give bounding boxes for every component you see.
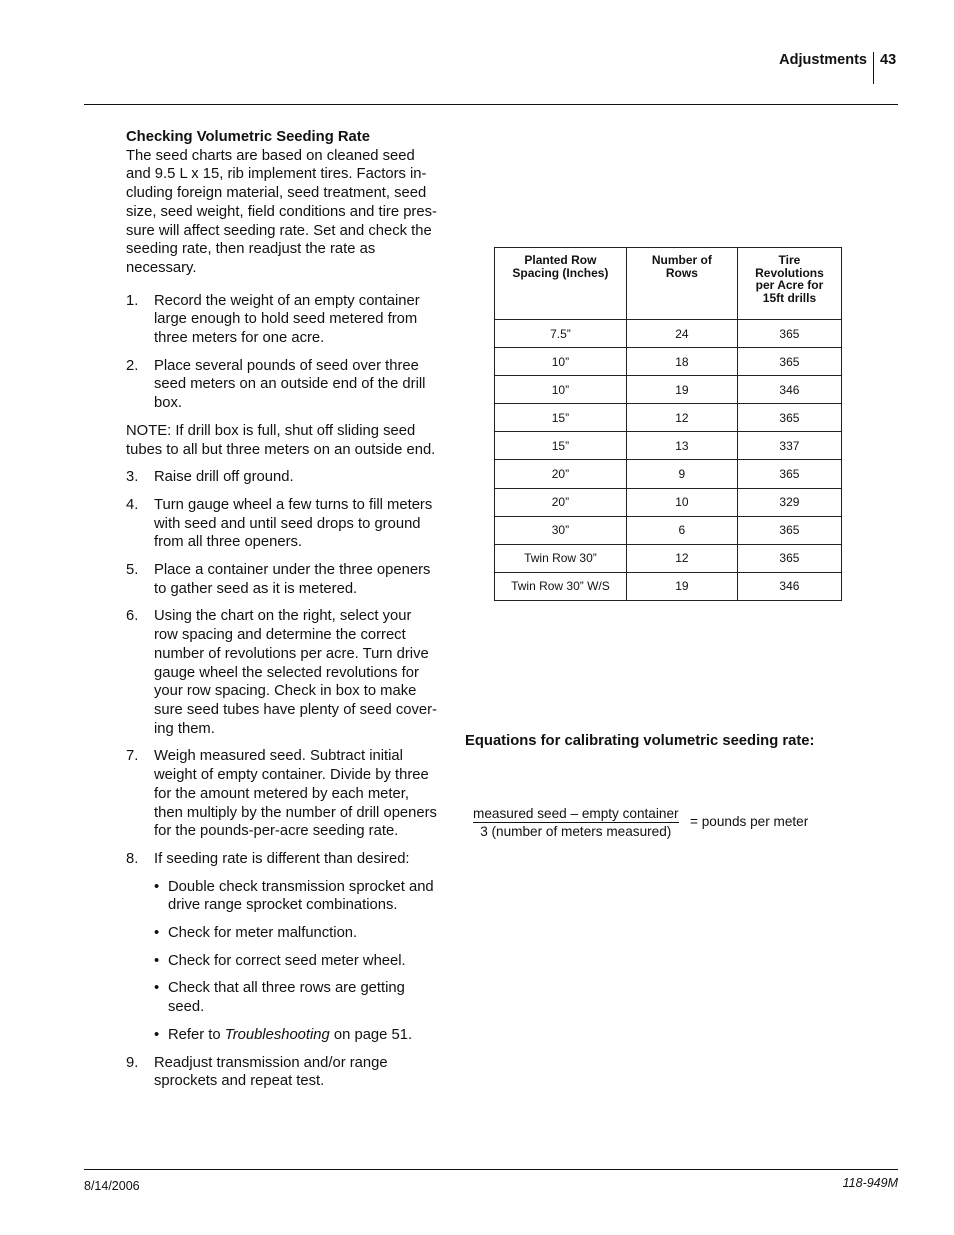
table-row (495, 460, 842, 488)
text-line: seed meters on an outside end of the drill (154, 376, 426, 393)
step-number: 1. (126, 292, 139, 309)
text-line: NOTE: If drill box is full, shut off sliding seed (126, 422, 416, 439)
text-line: ing them. (154, 720, 215, 737)
step-number: 8. (126, 850, 139, 867)
bullet-text (168, 953, 406, 969)
step-item (126, 496, 448, 552)
text-line: sure seed tubes have plenty of seed cover- (154, 701, 437, 718)
table-cell: 365 (737, 516, 841, 544)
text-line: Readjust transmission and/or range (154, 1054, 388, 1071)
column-header (495, 248, 627, 320)
table-cell: 365 (737, 404, 841, 432)
text-line: Check that all three rows are getting (168, 980, 405, 997)
step-item (126, 561, 448, 598)
text-line: row spacing and determine the correct (154, 627, 406, 644)
table-cell: 329 (737, 488, 841, 516)
table-cell: 19 (626, 376, 737, 404)
text-line: Weigh measured seed. Subtract initial (154, 748, 403, 765)
equation-denominator: 3 (number of meters measured) (480, 824, 672, 839)
text-line: size, seed weight, field conditions and tire pres- (126, 203, 437, 220)
table-cell: 10 (626, 488, 737, 516)
section-heading: Checking Volumetric Seeding Rate (126, 129, 370, 145)
text-line: three meters for one acre. (154, 330, 325, 347)
bullet-text (168, 925, 357, 941)
step-item (126, 1054, 448, 1091)
text-line: weight of empty container. Divide by three (154, 767, 429, 784)
step-number: 7. (126, 748, 139, 765)
bullet-dot: • (154, 925, 160, 942)
table-cell: 15” (495, 404, 627, 432)
table-cell: 15” (495, 432, 627, 460)
step-text (154, 469, 294, 485)
table-cell: 20” (495, 460, 627, 488)
table-body (495, 320, 842, 601)
text-line: and 9.5 L x 15, rib implement tires. Factors in- (126, 166, 427, 183)
text-line: from all three openers. (154, 534, 303, 551)
step-number: 5. (126, 562, 139, 579)
text-line: drive range sprocket combinations. (168, 897, 398, 914)
bullet-dot: • (154, 878, 160, 895)
step-number: 4. (126, 496, 139, 513)
text-line: cluding foreign material, seed treatment, seed (126, 185, 427, 202)
steps-list-a (126, 292, 448, 413)
text-line: Spacing (Inches) (512, 265, 609, 280)
troubleshooting-reference: Troubleshooting (224, 1026, 330, 1043)
text-line: The seed charts are based on cleaned seed (126, 147, 415, 164)
table-cell: 9 (626, 460, 737, 488)
text-line: sprockets and repeat test. (154, 1073, 325, 1090)
step-text (154, 1055, 388, 1090)
equation-numerator: measured seed – empty container (473, 806, 679, 821)
text-line: tubes to all but three meters on an outside end. (126, 441, 436, 458)
text-line: per Acre for (755, 278, 824, 292)
step-item (126, 468, 448, 487)
bullet-item (154, 1026, 448, 1045)
text-line: Planted Row (524, 253, 597, 267)
table-cell: 365 (737, 460, 841, 488)
revolutions-table (494, 247, 842, 601)
step-text (154, 851, 410, 867)
text-line: Check for correct seed meter wheel. (168, 952, 406, 969)
text-line: Check for meter malfunction. (168, 925, 358, 942)
bullet-dot: • (154, 1026, 160, 1043)
step-number: 6. (126, 608, 139, 625)
footer-rule (84, 1169, 898, 1170)
instructions-column (126, 128, 448, 1091)
text-line: for the pounds-per-acre seeding rate. (154, 823, 399, 840)
equation-fraction (473, 806, 679, 839)
equations-title: Equations for calibrating volumetric seeding rate: (465, 733, 815, 749)
bullet-item (154, 979, 448, 1016)
table-row (495, 572, 842, 600)
text-line: Raise drill off ground. (154, 469, 294, 486)
text-line: to gather seed as it is metered. (154, 580, 358, 597)
document-number: 118-949M (842, 1176, 898, 1190)
table-row (495, 432, 842, 460)
table-cell: Twin Row 30” (495, 544, 627, 572)
text-line: for the amount metered by each meter, (154, 785, 409, 802)
bullet-list (126, 878, 448, 1045)
text-line: necessary. (126, 259, 197, 276)
text-line: your row spacing. Check in box to make (154, 683, 417, 700)
table-row (495, 376, 842, 404)
text-line: seeding rate, then readjust the rate as (126, 241, 376, 258)
table-row (495, 516, 842, 544)
step-text (154, 497, 432, 550)
step-text (154, 562, 430, 597)
text-run: Refer to (168, 1026, 225, 1043)
column-header (626, 248, 737, 320)
table-cell: 10” (495, 376, 627, 404)
table-cell: 346 (737, 572, 841, 600)
step-item (126, 357, 448, 413)
table-cell: 19 (626, 572, 737, 600)
text-line: Record the weight of an empty container (154, 292, 420, 309)
intro-paragraph (126, 147, 448, 278)
step-item (126, 292, 448, 348)
text-line: If seeding rate is different than desired: (154, 850, 410, 867)
bullet-dot: • (154, 952, 160, 969)
table-header-row (495, 248, 842, 320)
step-text (154, 748, 437, 839)
bullet-dot: • (154, 980, 160, 997)
text-line: Tire (778, 253, 801, 267)
bullet-text (168, 980, 405, 1015)
bullet-item (154, 878, 448, 915)
table-cell: 10” (495, 348, 627, 376)
text-line: Double check transmission sprocket and (168, 878, 434, 895)
table-cell: 346 (737, 376, 841, 404)
table-cell: 6 (626, 516, 737, 544)
text-line: Place a container under the three openers (154, 562, 431, 579)
bullet-item (154, 952, 448, 971)
table-cell: 20” (495, 488, 627, 516)
bullet-text (168, 879, 434, 914)
text-line: then multiply by the number of drill openers (154, 804, 437, 821)
bullet-item (154, 924, 448, 943)
steps-list-b (126, 468, 448, 868)
step-item (126, 747, 448, 841)
step-item (126, 850, 448, 869)
table-row (495, 348, 842, 376)
step-number: 2. (126, 357, 139, 374)
text-line: seed. (168, 999, 205, 1016)
footer-date: 8/14/2006 (84, 1179, 140, 1193)
table-row (495, 404, 842, 432)
text-line: sure will affect seeding rate. Set and check the (126, 222, 432, 239)
bullet-text (168, 1027, 412, 1043)
table-cell: 7.5” (495, 320, 627, 348)
step-text (154, 293, 420, 346)
table-cell: 24 (626, 320, 737, 348)
page-number: 43 (880, 52, 897, 68)
table-cell: 18 (626, 348, 737, 376)
header-divider (873, 52, 874, 84)
step-number: 3. (126, 469, 139, 486)
table-cell: Twin Row 30” W/S (495, 572, 627, 600)
table-row (495, 320, 842, 348)
text-line: with seed and until seed drops to ground (154, 515, 421, 532)
text-line: large enough to hold seed metered from (154, 311, 418, 328)
step-number: 9. (126, 1054, 139, 1071)
text-line: box. (154, 395, 182, 412)
step-item (126, 607, 448, 738)
table-row (495, 488, 842, 516)
header-rule (84, 104, 898, 105)
text-line: gauge wheel the selected revolutions for (154, 664, 419, 681)
text-line: number of revolutions per acre. Turn drive (154, 645, 429, 662)
table-cell: 365 (737, 320, 841, 348)
text-line: Turn gauge wheel a few turns to fill meters (154, 496, 433, 513)
table-cell: 12 (626, 544, 737, 572)
table-cell: 12 (626, 404, 737, 432)
text-line: Number of (651, 253, 712, 267)
text-line: Rows (665, 265, 698, 280)
table-cell: 13 (626, 432, 737, 460)
note-paragraph (126, 422, 448, 459)
step-text (154, 358, 425, 411)
step-text (154, 608, 437, 736)
table-cell: 337 (737, 432, 841, 460)
text-line: Using the chart on the right, select your (154, 608, 412, 625)
table-cell: 365 (737, 544, 841, 572)
section-title: Adjustments (779, 52, 867, 68)
text-line: Revolutions (755, 265, 824, 280)
table-cell: 30” (495, 516, 627, 544)
table-cell: 365 (737, 348, 841, 376)
text-line: Place several pounds of seed over three (154, 357, 419, 374)
table-row (495, 544, 842, 572)
column-header (737, 248, 841, 320)
equation-result: = pounds per meter (690, 814, 809, 829)
text-run: on page 51. (329, 1026, 413, 1043)
text-line: 15ft drills (762, 290, 817, 305)
